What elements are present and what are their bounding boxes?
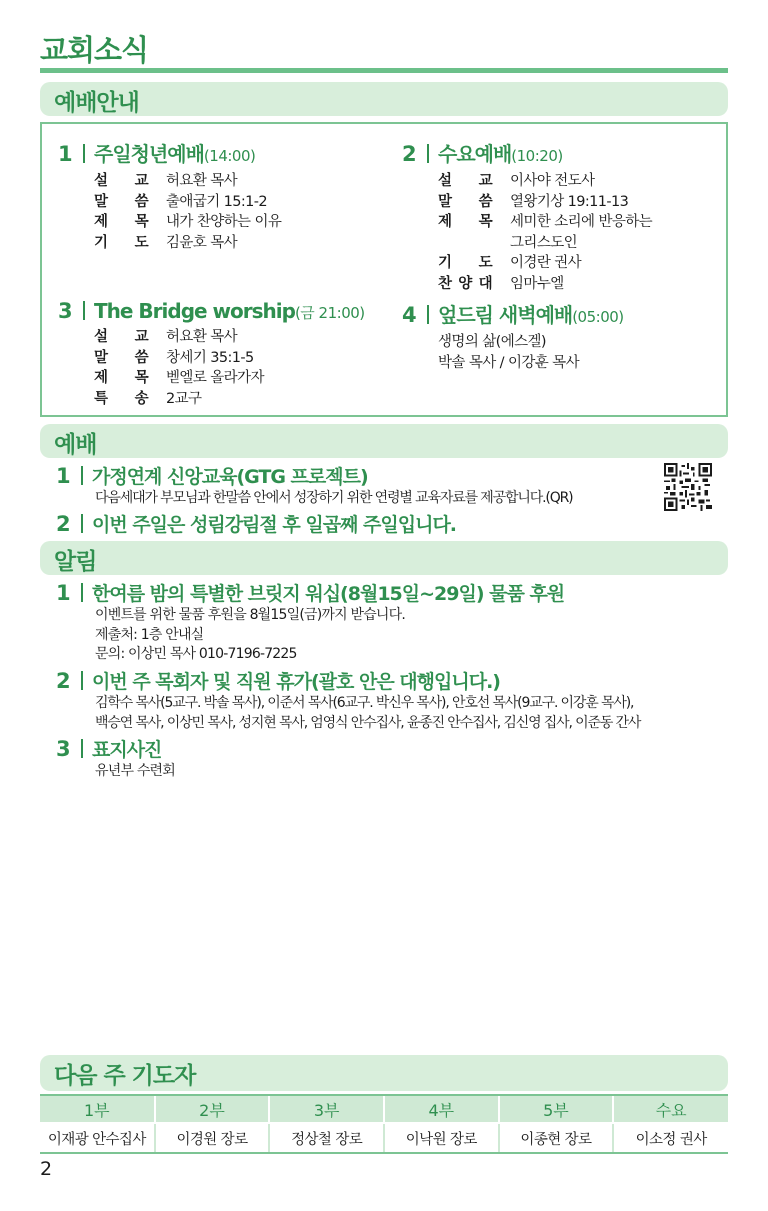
notice-item-2 [56, 667, 640, 733]
divider-bar [427, 144, 429, 163]
item-line: 이벤트를 위한 물품 후원을 8월15일(금)까지 받습니다. [95, 607, 406, 623]
column-header: 수요 [613, 1095, 728, 1123]
worship-item-1 [56, 462, 573, 509]
service-time: (금 21:00) [294, 304, 365, 322]
service-time: (14:00) [203, 147, 256, 165]
page-number: 2 [40, 1158, 53, 1180]
service-time: (10:20) [511, 147, 563, 165]
service-1 [58, 138, 281, 253]
service-number: 4 [402, 303, 417, 327]
service-row: 설 교 이사야 전도사 [438, 173, 595, 189]
item-title: 한여름 밤의 특별한 브릿지 워십(8월15일~29일) 물품 후원 [92, 583, 565, 605]
item-number: 1 [56, 581, 71, 605]
title-rule [40, 68, 728, 73]
service-line: 생명의 삶(에스겔) [438, 334, 546, 350]
service-3 [58, 299, 365, 409]
prayer-table-header [40, 1095, 728, 1123]
divider-bar [81, 671, 83, 690]
service-time: (05:00) [572, 308, 624, 326]
service-number: 3 [58, 299, 73, 323]
service-row: 설 교 허요환 목사 [94, 173, 238, 189]
section-worship [40, 424, 728, 458]
prayer-name-cell: 이경원 장로 [155, 1123, 270, 1153]
prayer-name-cell: 정상철 장로 [269, 1123, 384, 1153]
section-heading: 예배안내 [54, 90, 139, 116]
notice-item-3 [56, 735, 175, 782]
service-row: 말 씀 출애굽기 15:1-2 [94, 193, 268, 210]
service-4 [402, 299, 624, 373]
divider-bar [427, 305, 429, 324]
item-line: 백승연 목사, 이상민 목사, 성지현 목사, 엄영식 안수집사, 윤종진 안수집사, 김신영 집사, 이준동 간사 [95, 714, 641, 731]
item-title: 이번 주일은 성림강림절 후 일곱째 주일입니다. [92, 514, 457, 536]
prayer-name-cell: 이재광 안수집사 [40, 1123, 155, 1153]
item-number: 3 [56, 737, 71, 761]
item-number: 1 [56, 464, 71, 488]
item-number: 2 [56, 512, 71, 536]
item-line: 유년부 수련회 [95, 763, 175, 779]
service-number: 2 [402, 142, 417, 166]
column-header: 5부 [499, 1095, 614, 1123]
section-heading: 예배 [54, 432, 97, 458]
item-title: 가정연계 신앙교육(GTG 프로젝트) [92, 466, 368, 488]
prayer-name-cell: 이종현 장로 [499, 1123, 614, 1153]
section-worship-guide [40, 82, 728, 116]
prayer-name-cell: 이소정 권사 [613, 1123, 728, 1153]
service-name: 수요예배 [438, 142, 512, 166]
service-row: 말 씀 창세기 35:1-5 [94, 349, 254, 366]
section-heading: 알림 [54, 549, 97, 575]
divider-bar [81, 466, 83, 485]
service-row: 말 씀 열왕기상 19:11-13 [438, 193, 629, 210]
service-row: 기 도 이경란 권사 [438, 255, 582, 271]
divider-bar [81, 739, 83, 758]
service-line: 박솔 목사 / 이강훈 목사 [438, 354, 579, 371]
section-prayer [40, 1055, 728, 1091]
service-row: 제 목 벧엘로 올라가자 [94, 370, 264, 386]
service-row: 특 송 2교구 [94, 390, 202, 407]
item-line: 문의: 이상민 목사 010-7196-7225 [95, 646, 297, 662]
prayer-name-cell: 이낙원 장로 [384, 1123, 499, 1153]
divider-bar [81, 583, 83, 602]
service-row: 기 도 김윤호 목사 [94, 234, 238, 251]
service-name: 엎드림 새벽예배 [438, 303, 573, 327]
service-row: 제 목 세미한 소리에 반응하는 그리스도인 [438, 214, 653, 251]
divider-bar [81, 514, 83, 533]
column-header: 4부 [384, 1095, 499, 1123]
section-heading: 다음 주 기도자 [54, 1063, 196, 1089]
service-name: The Bridge worship [94, 299, 295, 323]
item-title: 이번 주 목회자 및 직원 휴가(괄호 안은 대행입니다.) [92, 671, 500, 693]
column-header: 2부 [155, 1095, 270, 1123]
item-number: 2 [56, 669, 71, 693]
divider-bar [83, 144, 85, 163]
prayer-table [40, 1094, 728, 1154]
notice-item-1 [56, 579, 564, 665]
service-row: 제 목 내가 찬양하는 이유 [94, 214, 282, 230]
page-title: 교회소식 [40, 33, 149, 67]
column-header: 3부 [269, 1095, 384, 1123]
qr-code-icon[interactable] [664, 463, 712, 511]
service-name: 주일청년예배 [94, 142, 204, 166]
column-header: 1부 [40, 1095, 155, 1123]
section-notices [40, 541, 728, 575]
service-number: 1 [58, 142, 73, 166]
service-row: 찬 양 대 임마누엘 [438, 275, 564, 292]
item-line: 김학수 목사(5교구. 박솔 목사), 이준서 목사(6교구. 박신우 목사), 안호선 목사(9교구. 이강훈 목사), [95, 695, 634, 711]
item-title: 표지사진 [92, 739, 162, 761]
table-row [40, 1123, 728, 1153]
divider-bar [83, 301, 85, 320]
item-line: 제출처: 1층 안내실 [95, 626, 204, 643]
service-2 [402, 138, 652, 294]
service-row: 설 교 허요환 목사 [94, 329, 238, 345]
worship-item-2 [56, 510, 456, 537]
item-line: 다음세대가 부모님과 한말씀 안에서 성장하기 위한 연령별 교육자료를 제공합니다.(QR) [95, 490, 573, 506]
